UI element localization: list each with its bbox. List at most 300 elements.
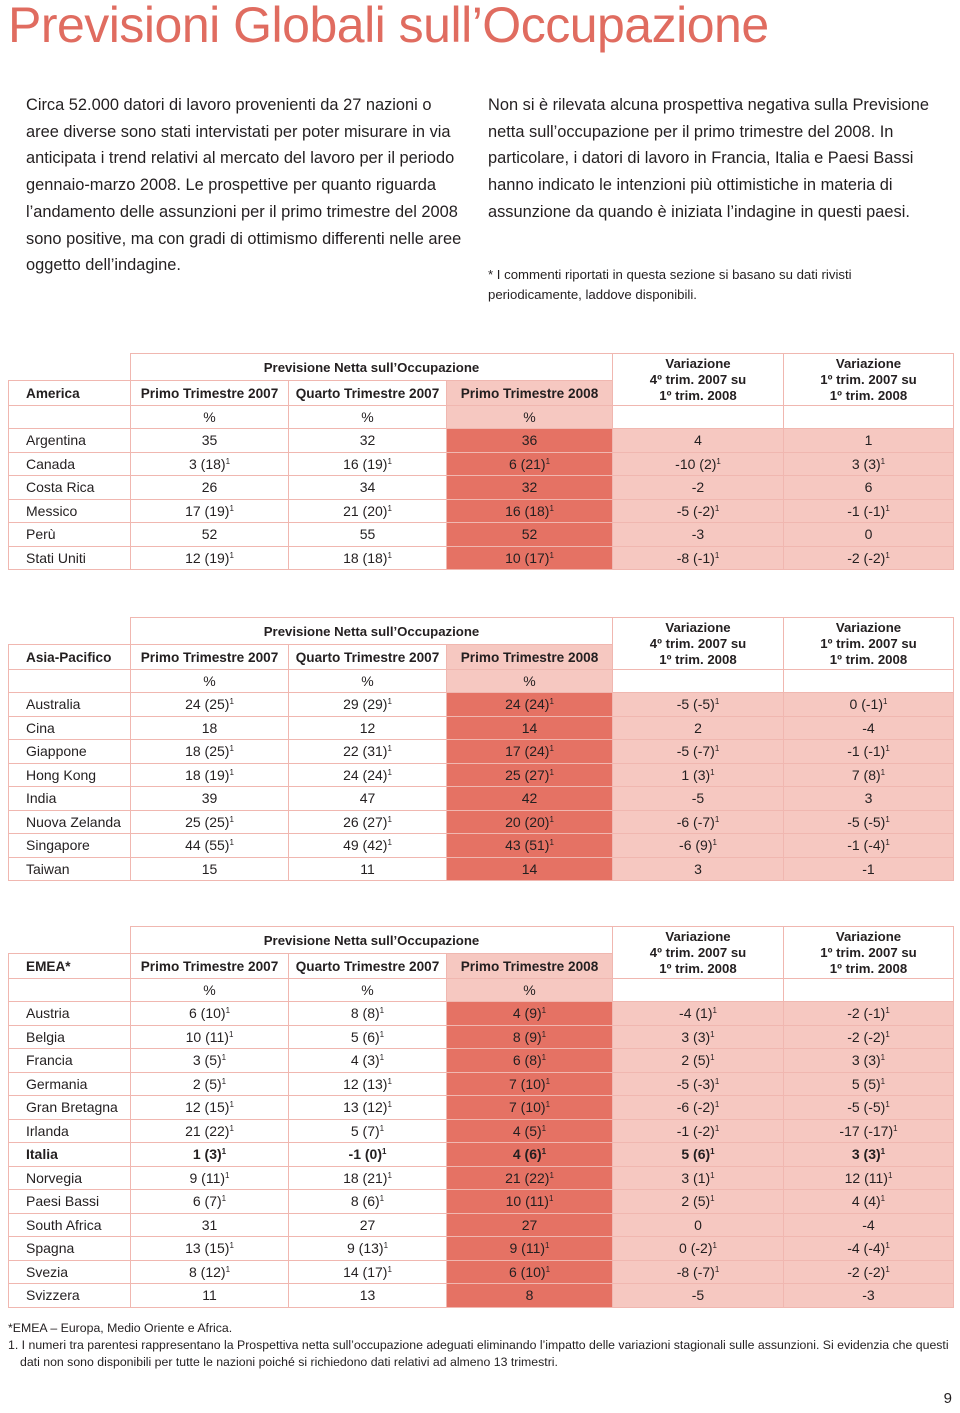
pct-q4-2007: %: [289, 670, 447, 693]
value-text: 18 (25): [185, 743, 230, 760]
footnote-ref: 1: [387, 767, 392, 777]
value-cell: [131, 1025, 289, 1049]
value-text: -10 (2): [675, 455, 717, 472]
footnote-ref: 1: [714, 1123, 720, 1133]
value-text: 12 (11): [844, 1169, 888, 1186]
value-text: -8 (-7): [676, 1263, 715, 1280]
value-cell: [131, 1096, 289, 1120]
value-cell: [784, 857, 954, 881]
value-text: 1 (3): [681, 766, 711, 783]
value-text: -5 (-5): [676, 696, 715, 713]
value-text: 55: [359, 526, 376, 543]
page-number: 9: [943, 1390, 952, 1407]
value-text: 31: [201, 1216, 218, 1233]
country-name: Spagna: [9, 1237, 131, 1261]
table-row: [9, 763, 954, 787]
variazione-qq-header: [613, 927, 784, 979]
footnote-ref: 1: [541, 1147, 547, 1157]
table-row: [9, 857, 954, 881]
footnote-ref: 1: [229, 550, 234, 560]
value-text: -3: [691, 526, 705, 543]
pct-q1-2008: %: [447, 979, 613, 1002]
variazione-line: 1º trim. 2008: [659, 387, 737, 403]
value-cell: [447, 1025, 613, 1049]
value-cell: [131, 1143, 289, 1167]
header-blank: [9, 927, 131, 954]
pct-q1-2008: %: [447, 406, 613, 429]
value-cell: [447, 716, 613, 740]
footnote-ref: 1: [549, 550, 554, 560]
pct-q4-2007: %: [289, 406, 447, 429]
value-cell: [447, 1213, 613, 1237]
value-cell: [784, 1072, 954, 1096]
footnote-ref: 1: [387, 838, 392, 848]
value-cell: [613, 452, 784, 476]
footnote-ref: 1: [545, 456, 551, 466]
value-cell: [784, 1166, 954, 1190]
value-text: 6 (8): [512, 1052, 542, 1069]
footnote-ref: 1: [710, 767, 715, 777]
value-cell: [447, 1237, 613, 1261]
footnote-ref: 1: [387, 550, 392, 560]
variazione-line: 1º trim. 2008: [829, 960, 908, 976]
footnote-ref: 1: [887, 1170, 893, 1180]
value-cell: [613, 1237, 784, 1261]
table-row: [9, 834, 954, 858]
value-text: 2: [694, 719, 702, 736]
value-text: -1 (-4): [847, 837, 886, 854]
value-text: 11: [360, 860, 375, 877]
footnote-ref: 1: [885, 1029, 890, 1039]
country-name: Giappone: [9, 740, 131, 764]
value-cell: [131, 740, 289, 764]
value-cell: [613, 1190, 784, 1214]
footnote-ref: 1: [710, 1053, 715, 1063]
table-row: [9, 787, 954, 811]
value-cell: [613, 499, 784, 523]
country-name: Italia: [9, 1143, 131, 1167]
variazione-line: 1º trim. 2007 su: [820, 371, 917, 387]
value-text: 7 (10): [508, 1099, 546, 1116]
variazione-line: 1º trim. 2008: [659, 651, 737, 667]
region-label: America: [9, 381, 131, 406]
footnote-ref: 1: [225, 1264, 231, 1274]
variazione-line: Variazione: [665, 928, 731, 944]
country-name: Argentina: [9, 429, 131, 453]
header-blank: [9, 354, 131, 381]
footnote-ref: 1: [880, 456, 886, 466]
value-cell: [784, 499, 954, 523]
country-name: Svizzera: [9, 1284, 131, 1308]
footnote-seasonal: 1. I numeri tra parentesi rappresentano la Prospettiva netta sull’occupazione adeguati eliminando l’impatto delle variazioni stagionali sulle assunzioni. Si evidenzia che questi dati non sono disponibili per tutte le nazioni poiché si richiedono dati relativi ad almeno 13 trimestri.: [8, 1338, 949, 1369]
value-text: 17 (24): [505, 743, 550, 760]
value-cell: [613, 1284, 784, 1308]
col-q1-2007: Primo Trimestre 2007: [131, 381, 289, 406]
value-cell: [784, 1049, 954, 1073]
table-row: [9, 1002, 954, 1026]
value-text: 3 (5): [192, 1052, 222, 1069]
value-cell: [131, 787, 289, 811]
footnote-ref: 1: [549, 697, 554, 707]
pct-blank: [9, 979, 131, 1002]
country-name: Svezia: [9, 1260, 131, 1284]
value-text: -3: [862, 1287, 875, 1304]
value-cell: [784, 810, 954, 834]
value-cell: [447, 1143, 613, 1167]
value-cell: [784, 429, 954, 453]
value-cell: [131, 476, 289, 500]
value-text: 32: [359, 432, 376, 449]
value-text: 4 (3): [350, 1052, 380, 1069]
value-cell: [289, 810, 447, 834]
footnote-ref: 1: [379, 1029, 385, 1039]
value-text: -4 (-4): [847, 1240, 886, 1257]
footnote-ref: 1: [387, 456, 392, 466]
variazione-line: 1º trim. 2007 su: [820, 635, 917, 651]
value-cell: [289, 1143, 447, 1167]
footnote-ref: 1: [893, 1123, 898, 1133]
table-row: [9, 1072, 954, 1096]
variazione-line: 1º trim. 2007 su: [820, 944, 917, 960]
footnote-ref: 1: [387, 814, 392, 824]
value-text: 3 (3): [851, 455, 881, 472]
table-row: [9, 693, 954, 717]
value-text: -5 (-5): [847, 1099, 886, 1116]
value-cell: [613, 810, 784, 834]
footnote-ref: 1: [710, 1029, 715, 1039]
footnote-ref: 1: [387, 1100, 392, 1110]
value-text: 6 (10): [188, 1005, 226, 1022]
footnote-ref: 1: [387, 1170, 392, 1180]
footnote-ref: 1: [545, 1100, 551, 1110]
footnote-ref: 1: [221, 1147, 227, 1157]
footnote-ref: 1: [379, 1194, 385, 1204]
col-q1-2008: Primo Trimestre 2008: [447, 954, 613, 979]
col-q4-2007: Quarto Trimestre 2007: [289, 381, 447, 406]
table-row: [9, 1260, 954, 1284]
footnote-ref: 1: [379, 1053, 385, 1063]
value-text: 52: [521, 526, 538, 543]
pct-q1-2008: %: [447, 670, 613, 693]
value-text: 5 (5): [851, 1075, 881, 1092]
footnote-ref: 1: [549, 814, 554, 824]
value-cell: [447, 523, 613, 547]
value-text: 9 (11): [509, 1240, 546, 1257]
value-text: 8 (9): [512, 1028, 542, 1045]
value-text: 18 (21): [343, 1169, 388, 1186]
pct-blank: [613, 670, 784, 693]
value-text: 2 (5): [681, 1052, 711, 1069]
value-cell: [447, 1284, 613, 1308]
footnote-ref: 1: [225, 1170, 230, 1180]
variazione-line: 4º trim. 2007 su: [649, 371, 747, 387]
value-cell: [784, 693, 954, 717]
outlook-table-0: [8, 353, 954, 570]
footnote-ref: 1: [221, 1053, 227, 1063]
value-cell: [289, 1119, 447, 1143]
value-text: 39: [201, 790, 218, 807]
value-text: 21 (22): [185, 1122, 230, 1139]
value-text: 8 (12): [188, 1263, 226, 1280]
table-row: [9, 452, 954, 476]
value-cell: [613, 1119, 784, 1143]
value-text: 10 (11): [185, 1028, 229, 1045]
table-row: [9, 429, 954, 453]
value-cell: [131, 1072, 289, 1096]
footnote-ref: 1: [714, 1264, 720, 1274]
value-text: 9 (13): [346, 1240, 384, 1257]
value-cell: [447, 857, 613, 881]
country-name: Singapore: [9, 834, 131, 858]
footnote-ref: 1: [382, 1147, 387, 1157]
footnote-ref: 1: [714, 550, 720, 560]
value-text: -17 (-17): [839, 1122, 894, 1139]
value-cell: [289, 787, 447, 811]
value-text: -6 (-7): [676, 813, 715, 830]
value-cell: [447, 1096, 613, 1120]
value-text: 4: [694, 432, 702, 449]
value-cell: [289, 763, 447, 787]
variazione-yy-header: [784, 354, 954, 406]
footnote-ref: 1: [885, 550, 890, 560]
value-text: 26: [201, 479, 218, 496]
value-cell: [289, 452, 447, 476]
value-cell: [447, 429, 613, 453]
value-text: -5: [691, 790, 705, 807]
value-cell: [289, 1096, 447, 1120]
value-cell: [289, 1049, 447, 1073]
value-cell: [131, 1190, 289, 1214]
value-text: 6 (10): [508, 1263, 546, 1280]
value-text: 5 (6): [350, 1028, 380, 1045]
table-row: [9, 1237, 954, 1261]
value-cell: [289, 546, 447, 570]
footnote-ref: 1: [712, 838, 717, 848]
value-cell: [784, 546, 954, 570]
value-text: -2 (-1): [847, 1005, 886, 1022]
footnote-ref: 1: [716, 456, 721, 466]
previsione-header: Previsione Netta sull’Occupazione: [131, 354, 613, 381]
previsione-header: Previsione Netta sull’Occupazione: [131, 927, 613, 954]
variazione-line: 1º trim. 2008: [829, 651, 908, 667]
footnote-ref: 1: [885, 503, 890, 513]
value-cell: [613, 1260, 784, 1284]
value-text: 16 (19): [343, 455, 388, 472]
value-cell: [784, 452, 954, 476]
value-cell: [784, 716, 954, 740]
value-text: -2 (-2): [847, 549, 886, 566]
country-name: Irlanda: [9, 1119, 131, 1143]
value-text: 3 (3): [851, 1146, 881, 1163]
value-cell: [613, 523, 784, 547]
country-name: Norvegia: [9, 1166, 131, 1190]
variazione-line: Variazione: [835, 928, 902, 944]
table-row: [9, 1143, 954, 1167]
value-text: -5 (-7): [676, 743, 715, 760]
table-row: [9, 810, 954, 834]
value-text: 13 (15): [185, 1240, 230, 1257]
footnote-ref: 1: [714, 1100, 720, 1110]
pct-q4-2007: %: [289, 979, 447, 1002]
value-cell: [289, 857, 447, 881]
footnote-ref: 1: [387, 697, 392, 707]
value-cell: [131, 1213, 289, 1237]
value-text: 12 (15): [185, 1099, 230, 1116]
country-name: Francia: [9, 1049, 131, 1073]
value-cell: [289, 1237, 447, 1261]
footnote-ref: 1: [714, 1076, 720, 1086]
value-cell: [289, 740, 447, 764]
revision-note: * I commenti riportati in questa sezione si basano su dati rivisti periodicamente, laddove disponibili.: [488, 267, 852, 302]
value-cell: [447, 1166, 613, 1190]
footnote-ref: 1: [549, 838, 554, 848]
value-text: -5 (-5): [847, 813, 886, 830]
footnote-ref: 1: [541, 1006, 547, 1016]
country-name: Taiwan: [9, 857, 131, 881]
value-text: 6 (7): [192, 1193, 222, 1210]
value-cell: [613, 857, 784, 881]
value-text: -8 (-1): [676, 549, 715, 566]
value-cell: [289, 1072, 447, 1096]
value-cell: [447, 740, 613, 764]
value-cell: [289, 476, 447, 500]
value-cell: [289, 1166, 447, 1190]
footnote-ref: 1: [714, 744, 720, 754]
value-cell: [784, 1260, 954, 1284]
value-text: 4 (6): [512, 1146, 542, 1163]
value-cell: [447, 693, 613, 717]
value-cell: [613, 693, 784, 717]
value-cell: [784, 1002, 954, 1026]
pct-blank: [784, 670, 954, 693]
footnote-ref: 1: [885, 1241, 890, 1251]
country-name: Messico: [9, 499, 131, 523]
footnote-ref: 1: [229, 697, 234, 707]
value-text: 5 (7): [350, 1122, 380, 1139]
value-text: 8 (6): [350, 1193, 380, 1210]
footnote-ref: 1: [549, 767, 554, 777]
col-q1-2007: Primo Trimestre 2007: [131, 954, 289, 979]
value-cell: [131, 1119, 289, 1143]
value-cell: [131, 810, 289, 834]
value-text: 3 (3): [681, 1028, 711, 1045]
col-q1-2008: Primo Trimestre 2008: [447, 381, 613, 406]
intro-left-paragraph: Circa 52.000 datori di lavoro provenienti da 27 nazioni o aree diverse sono stati intervistati per poter misurare in via anticipata i trend relativi al mercato del lavoro per il periodo gennaio-marzo 2008. Le prospettive per quanto riguarda l’andamento delle assunzioni per il primo trimestre del 2008 sono positive, ma con gradi di ottimismo differenti nelle aree oggetto dell’indagine.: [26, 96, 462, 275]
value-text: 44 (55): [185, 837, 230, 854]
region-label: EMEA*: [9, 954, 131, 979]
value-cell: [131, 716, 289, 740]
variazione-line: Variazione: [835, 619, 902, 635]
value-cell: [613, 546, 784, 570]
value-cell: [447, 763, 613, 787]
header-blank: [9, 618, 131, 645]
value-cell: [784, 763, 954, 787]
value-cell: [613, 740, 784, 764]
value-text: -5 (-2): [676, 502, 715, 519]
value-cell: [289, 716, 447, 740]
value-cell: [289, 1190, 447, 1214]
table-row: [9, 1025, 954, 1049]
value-text: 4 (5): [512, 1122, 542, 1139]
value-text: 26 (27): [343, 813, 388, 830]
intro-right-paragraph: Non si è rilevata alcuna prospettiva negativa sulla Previsione netta sull’occupazione per il primo trimestre del 2008. In particolare, i datori di lavoro in Francia, Italia e Paesi Bassi hanno indicato le intenzioni più ottimistiche in materia di assunzione da quando è iniziata l’indagine in questi paesi.: [488, 96, 929, 221]
pct-blank: [613, 979, 784, 1002]
page-title: Previsioni Globali sull’Occupazione: [8, 0, 769, 53]
value-cell: [784, 1190, 954, 1214]
value-text: 13 (12): [343, 1099, 388, 1116]
footnote-ref: 1: [883, 697, 888, 707]
table-row: [9, 523, 954, 547]
variazione-line: 1º trim. 2008: [829, 387, 908, 403]
country-name: Paesi Bassi: [9, 1190, 131, 1214]
value-cell: [131, 429, 289, 453]
footnote-ref: 1: [880, 1053, 886, 1063]
value-cell: [447, 1119, 613, 1143]
value-cell: [289, 1260, 447, 1284]
value-cell: [784, 834, 954, 858]
value-cell: [613, 1143, 784, 1167]
footnote-ref: 1: [229, 744, 234, 754]
value-text: 1: [864, 432, 873, 449]
footnote-ref: 1: [545, 1076, 551, 1086]
value-cell: [131, 1237, 289, 1261]
col-q1-2007: Primo Trimestre 2007: [131, 645, 289, 670]
footnote-ref: 1: [549, 503, 554, 513]
value-cell: [131, 1166, 289, 1190]
value-text: -4 (1): [679, 1005, 713, 1022]
value-cell: [289, 1025, 447, 1049]
value-text: 14 (17): [343, 1263, 388, 1280]
pct-q1-2007: %: [131, 406, 289, 429]
country-name: South Africa: [9, 1213, 131, 1237]
footnote-ref: 1: [229, 814, 234, 824]
value-cell: [447, 452, 613, 476]
table-row: [9, 1096, 954, 1120]
footnote-ref: 1: [229, 1241, 234, 1251]
value-text: 27: [521, 1216, 538, 1233]
value-text: 24 (24): [505, 696, 550, 713]
footnote-ref: 1: [714, 503, 720, 513]
value-text: 3 (18): [188, 455, 226, 472]
country-name: Costa Rica: [9, 476, 131, 500]
value-text: 14: [521, 719, 538, 736]
value-cell: [784, 1096, 954, 1120]
value-text: -6 (9): [679, 837, 713, 854]
value-text: 12 (13): [343, 1075, 388, 1092]
value-text: 0: [864, 526, 873, 543]
footnote-ref: 1: [880, 1147, 886, 1157]
value-cell: [131, 857, 289, 881]
footnote-ref: 1: [880, 1194, 886, 1204]
value-text: 13: [359, 1287, 376, 1304]
footnote-ref: 1: [885, 1006, 890, 1016]
footnote-ref: 1: [548, 1194, 554, 1204]
footnote-ref: 1: [229, 838, 234, 848]
value-text: 4 (4): [851, 1193, 881, 1210]
table-row: [9, 1119, 954, 1143]
footnote-ref: 1: [228, 1029, 234, 1039]
footnote-ref: 1: [880, 1076, 886, 1086]
footnote-ref: 1: [714, 697, 720, 707]
value-cell: [447, 1072, 613, 1096]
footnote-ref: 1: [549, 1170, 554, 1180]
variazione-qq-header: [613, 618, 784, 670]
value-cell: [289, 693, 447, 717]
value-cell: [613, 1049, 784, 1073]
previsione-header: Previsione Netta sull’Occupazione: [131, 618, 613, 645]
value-text: -6 (-2): [676, 1099, 715, 1116]
value-text: -1 (-2): [676, 1122, 715, 1139]
